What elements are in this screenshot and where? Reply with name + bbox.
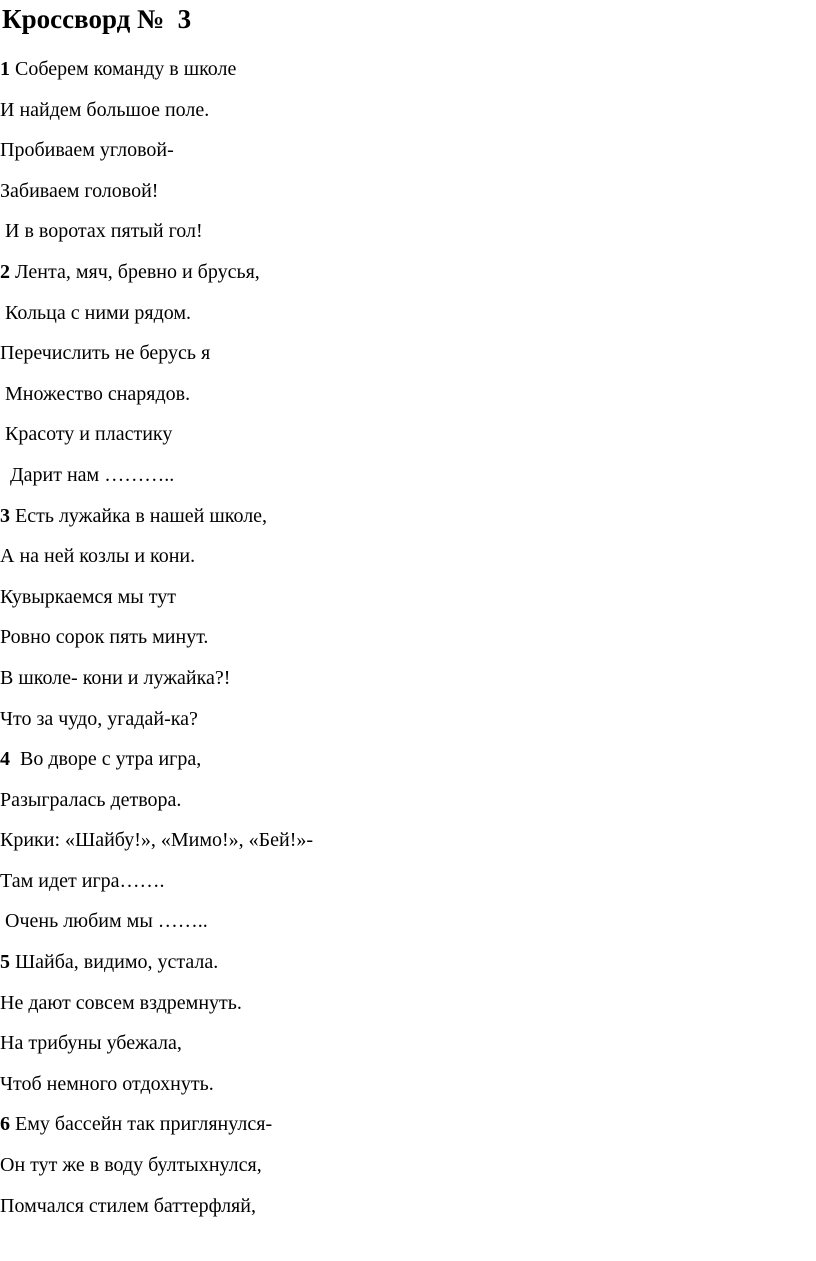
riddle-line — [0, 455, 816, 496]
riddle-text — [0, 49, 816, 1226]
riddle-line — [0, 617, 816, 658]
riddle-number: 6 — [0, 1113, 10, 1136]
line-text: Чтоб немного отдохнуть. — [0, 1072, 214, 1095]
riddle-line — [0, 699, 816, 740]
line-text: Множество снарядов. — [0, 382, 191, 405]
riddle-line — [0, 1145, 816, 1186]
line-text: Что за чудо, угадай-ка? — [0, 707, 198, 730]
riddle-line — [0, 1186, 816, 1227]
riddle-line — [0, 130, 816, 171]
line-text: Крики: «Шайбу!», «Мимо!», «Бей!»- — [0, 829, 314, 852]
riddle-line — [0, 820, 816, 861]
riddle-line — [0, 901, 816, 942]
line-text: Ему бассейн так приглянулся- — [10, 1113, 273, 1136]
riddle-number: 1 — [0, 58, 10, 80]
line-text: Он тут же в воду бултыхнулся, — [0, 1154, 262, 1177]
riddle-line — [0, 374, 816, 415]
line-text: Во дворе с утра игра, — [10, 748, 202, 771]
riddle-line — [0, 333, 816, 374]
riddle-line — [0, 1064, 816, 1105]
line-text: Не дают совсем вздремнуть. — [0, 991, 242, 1014]
riddle-line — [0, 171, 816, 212]
line-text: Пробиваем угловой- — [0, 139, 174, 162]
line-text: Есть лужайка в нашей школе, — [10, 504, 268, 527]
riddle-start-line — [0, 496, 816, 537]
riddle-line — [0, 861, 816, 902]
riddle-number: 3 — [0, 504, 10, 527]
riddle-start-line — [0, 1104, 816, 1145]
riddle-start-line — [0, 252, 816, 293]
line-text: Ровно сорок пять минут. — [0, 626, 209, 649]
riddle-line — [0, 414, 816, 455]
line-text: Кольца с ними рядом. — [0, 301, 192, 324]
riddle-line — [0, 780, 816, 821]
line-text: А на ней козлы и кони. — [0, 545, 196, 568]
line-text: Там идет игра……. — [0, 869, 165, 892]
riddle-start-line — [0, 739, 816, 780]
riddle-line — [0, 658, 816, 699]
line-text: Красоту и пластику — [0, 423, 173, 446]
line-text: И найдем большое поле. — [0, 98, 210, 121]
riddle-line — [0, 1023, 816, 1064]
riddle-line — [0, 983, 816, 1024]
line-text: Шайба, видимо, устала. — [10, 951, 219, 974]
riddle-line — [0, 90, 816, 131]
riddle-number: 2 — [0, 260, 10, 283]
riddle-number: 5 — [0, 951, 10, 974]
line-text: Разыгралась детвора. — [0, 788, 182, 811]
line-text: Очень любим мы …….. — [0, 910, 208, 933]
line-text: Соберем команду в школе — [10, 58, 237, 80]
riddle-line — [0, 211, 816, 252]
line-text: Помчался стилем баттерфляй, — [0, 1194, 256, 1217]
line-text: В школе- кони и лужайка?! — [0, 666, 231, 689]
page-title: Кроссворд № 3 — [2, 4, 192, 34]
line-text: На трибуны убежала, — [0, 1032, 182, 1055]
line-text: Перечислить не берусь я — [0, 342, 211, 365]
line-text: Забиваем головой! — [0, 179, 159, 202]
riddle-line — [0, 293, 816, 334]
riddle-start-line — [0, 942, 816, 983]
riddle-start-line — [0, 49, 816, 90]
riddle-number: 4 — [0, 748, 10, 771]
line-text: И в воротах пятый гол! — [0, 220, 203, 243]
riddle-line — [0, 577, 816, 618]
line-text: Лента, мяч, бревно и брусья, — [10, 260, 260, 283]
line-text: Кувыркаемся мы тут — [0, 585, 176, 608]
riddle-line — [0, 536, 816, 577]
line-text: Дарит нам ……….. — [0, 463, 175, 486]
